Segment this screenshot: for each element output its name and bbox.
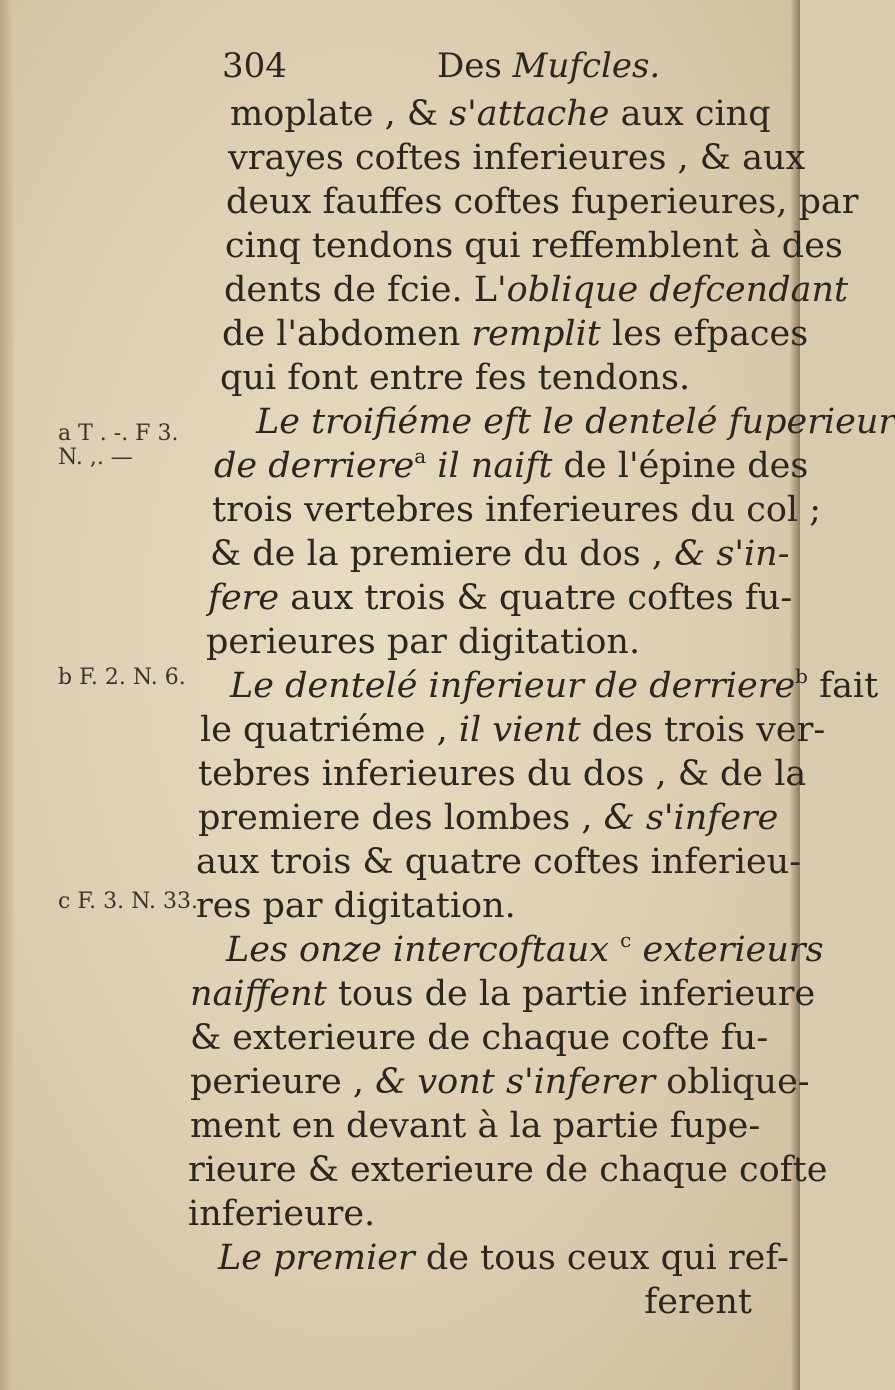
text-run: vrayes coftes inferieures , & aux (228, 138, 806, 178)
text-run: dents de fcie. L' (224, 270, 507, 310)
running-header (222, 40, 742, 92)
text-line (226, 180, 859, 224)
text-run: ferent (644, 1282, 752, 1322)
text-run: rieure & exterieure de chaque cofte (188, 1150, 828, 1190)
text-line (224, 268, 848, 312)
italic-run: Le dentelé inferieur de derriere (230, 666, 796, 706)
text-run (609, 930, 620, 970)
text-run: perieures par digitation. (206, 622, 641, 662)
text-line (208, 576, 792, 620)
text-line (188, 1192, 375, 1236)
text-line (218, 1236, 789, 1280)
margin-note-a-line1: a T . -. F 3. (58, 421, 179, 446)
text-line (198, 796, 778, 840)
text-line (212, 488, 821, 532)
text-line (190, 1016, 768, 1060)
text-line (190, 1060, 810, 1104)
text-run: oblique- (655, 1062, 810, 1102)
text-line (228, 136, 805, 180)
text-line (644, 1280, 752, 1324)
text-run: res par digitation. (196, 886, 516, 926)
text-run: perieure , (190, 1062, 376, 1102)
text-line (214, 444, 808, 488)
text-run: qui font entre fes tendons. (220, 358, 691, 398)
margin-note-b (58, 666, 186, 690)
running-title-prefix: Des (437, 46, 502, 86)
text-run: le quatriéme , (200, 710, 459, 750)
text-line (196, 840, 801, 884)
text-run: les efpaces (600, 314, 809, 354)
margin-note-c (58, 890, 198, 914)
text-line (206, 620, 640, 664)
text-run: & de la premiere du dos , (210, 534, 675, 574)
text-run: inferieure. (188, 1194, 376, 1234)
italic-run: remplit (471, 314, 601, 354)
text-run: & exterieure de chaque cofte fu- (190, 1018, 769, 1058)
text-run: aux cinq (609, 94, 771, 134)
text-run: fait (807, 666, 879, 706)
italic-run: Le troifiéme eft le dentelé fuperieur (256, 402, 895, 442)
running-title (437, 46, 660, 86)
italic-run: & s'in- (674, 534, 790, 574)
text-run: de l'abdomen (222, 314, 472, 354)
text-run: trois vertebres inferieures du col ; (212, 490, 822, 530)
running-title-italic: Mufcles. (512, 46, 661, 86)
text-line (190, 1104, 760, 1148)
text-line (226, 928, 824, 972)
text-run (426, 446, 437, 486)
footnote-marker: b (795, 664, 808, 688)
text-line (220, 356, 690, 400)
footnote-marker: c (620, 928, 632, 952)
text-line (230, 664, 878, 708)
italic-run: Les onze intercoftaux (226, 930, 610, 970)
text-line (222, 312, 808, 356)
text-run: de l'épine des (552, 446, 809, 486)
italic-run: il naift (437, 446, 553, 486)
text-run (631, 930, 642, 970)
text-run: tebres inferieures du dos , & de la (198, 754, 807, 794)
text-line (230, 92, 771, 136)
italic-run: fere (208, 578, 280, 618)
text-line (200, 708, 825, 752)
text-run: de tous ceux qui ref- (414, 1238, 789, 1278)
margin-note-b-line1: b F. 2. N. 6. (58, 665, 186, 690)
text-run: moplate , & (230, 94, 450, 134)
text-line (256, 400, 895, 444)
margin-note-a (58, 422, 178, 470)
italic-run: Le premier (218, 1238, 415, 1278)
text-line (190, 972, 815, 1016)
page-gutter-shadow (0, 0, 14, 1390)
italic-run: il vient (458, 710, 581, 750)
text-run: ment en devant à la partie fupe- (190, 1106, 761, 1146)
text-run: cinq tendons qui reffemblent à des (225, 226, 843, 266)
italic-run: naiffent (190, 974, 327, 1014)
italic-run: de derriere (214, 446, 415, 486)
margin-note-a-line2: N. ,. — (58, 445, 133, 470)
text-run: deux fauffes coftes fuperieures, par (226, 182, 859, 222)
text-run: des trois ver- (580, 710, 826, 750)
italic-run: exterieurs (642, 930, 824, 970)
text-run: aux trois & quatre coftes fu- (279, 578, 793, 618)
text-line (225, 224, 843, 268)
italic-run: & s'infere (603, 798, 779, 838)
text-line (210, 532, 790, 576)
text-run: tous de la partie inferieure (326, 974, 816, 1014)
italic-run: & vont s'inferer (375, 1062, 656, 1102)
text-run: aux trois & quatre coftes inferieu- (196, 842, 802, 882)
italic-run: oblique defcendant (506, 270, 849, 310)
page-number: 304 (222, 46, 287, 86)
text-run: premiere des lombes , (198, 798, 604, 838)
footnote-marker: a (414, 444, 427, 468)
margin-note-c-line1: c F. 3. N. 33. (58, 889, 198, 914)
text-line (198, 752, 806, 796)
italic-run: s'attache (449, 94, 610, 134)
text-line (188, 1148, 827, 1192)
text-line (196, 884, 516, 928)
